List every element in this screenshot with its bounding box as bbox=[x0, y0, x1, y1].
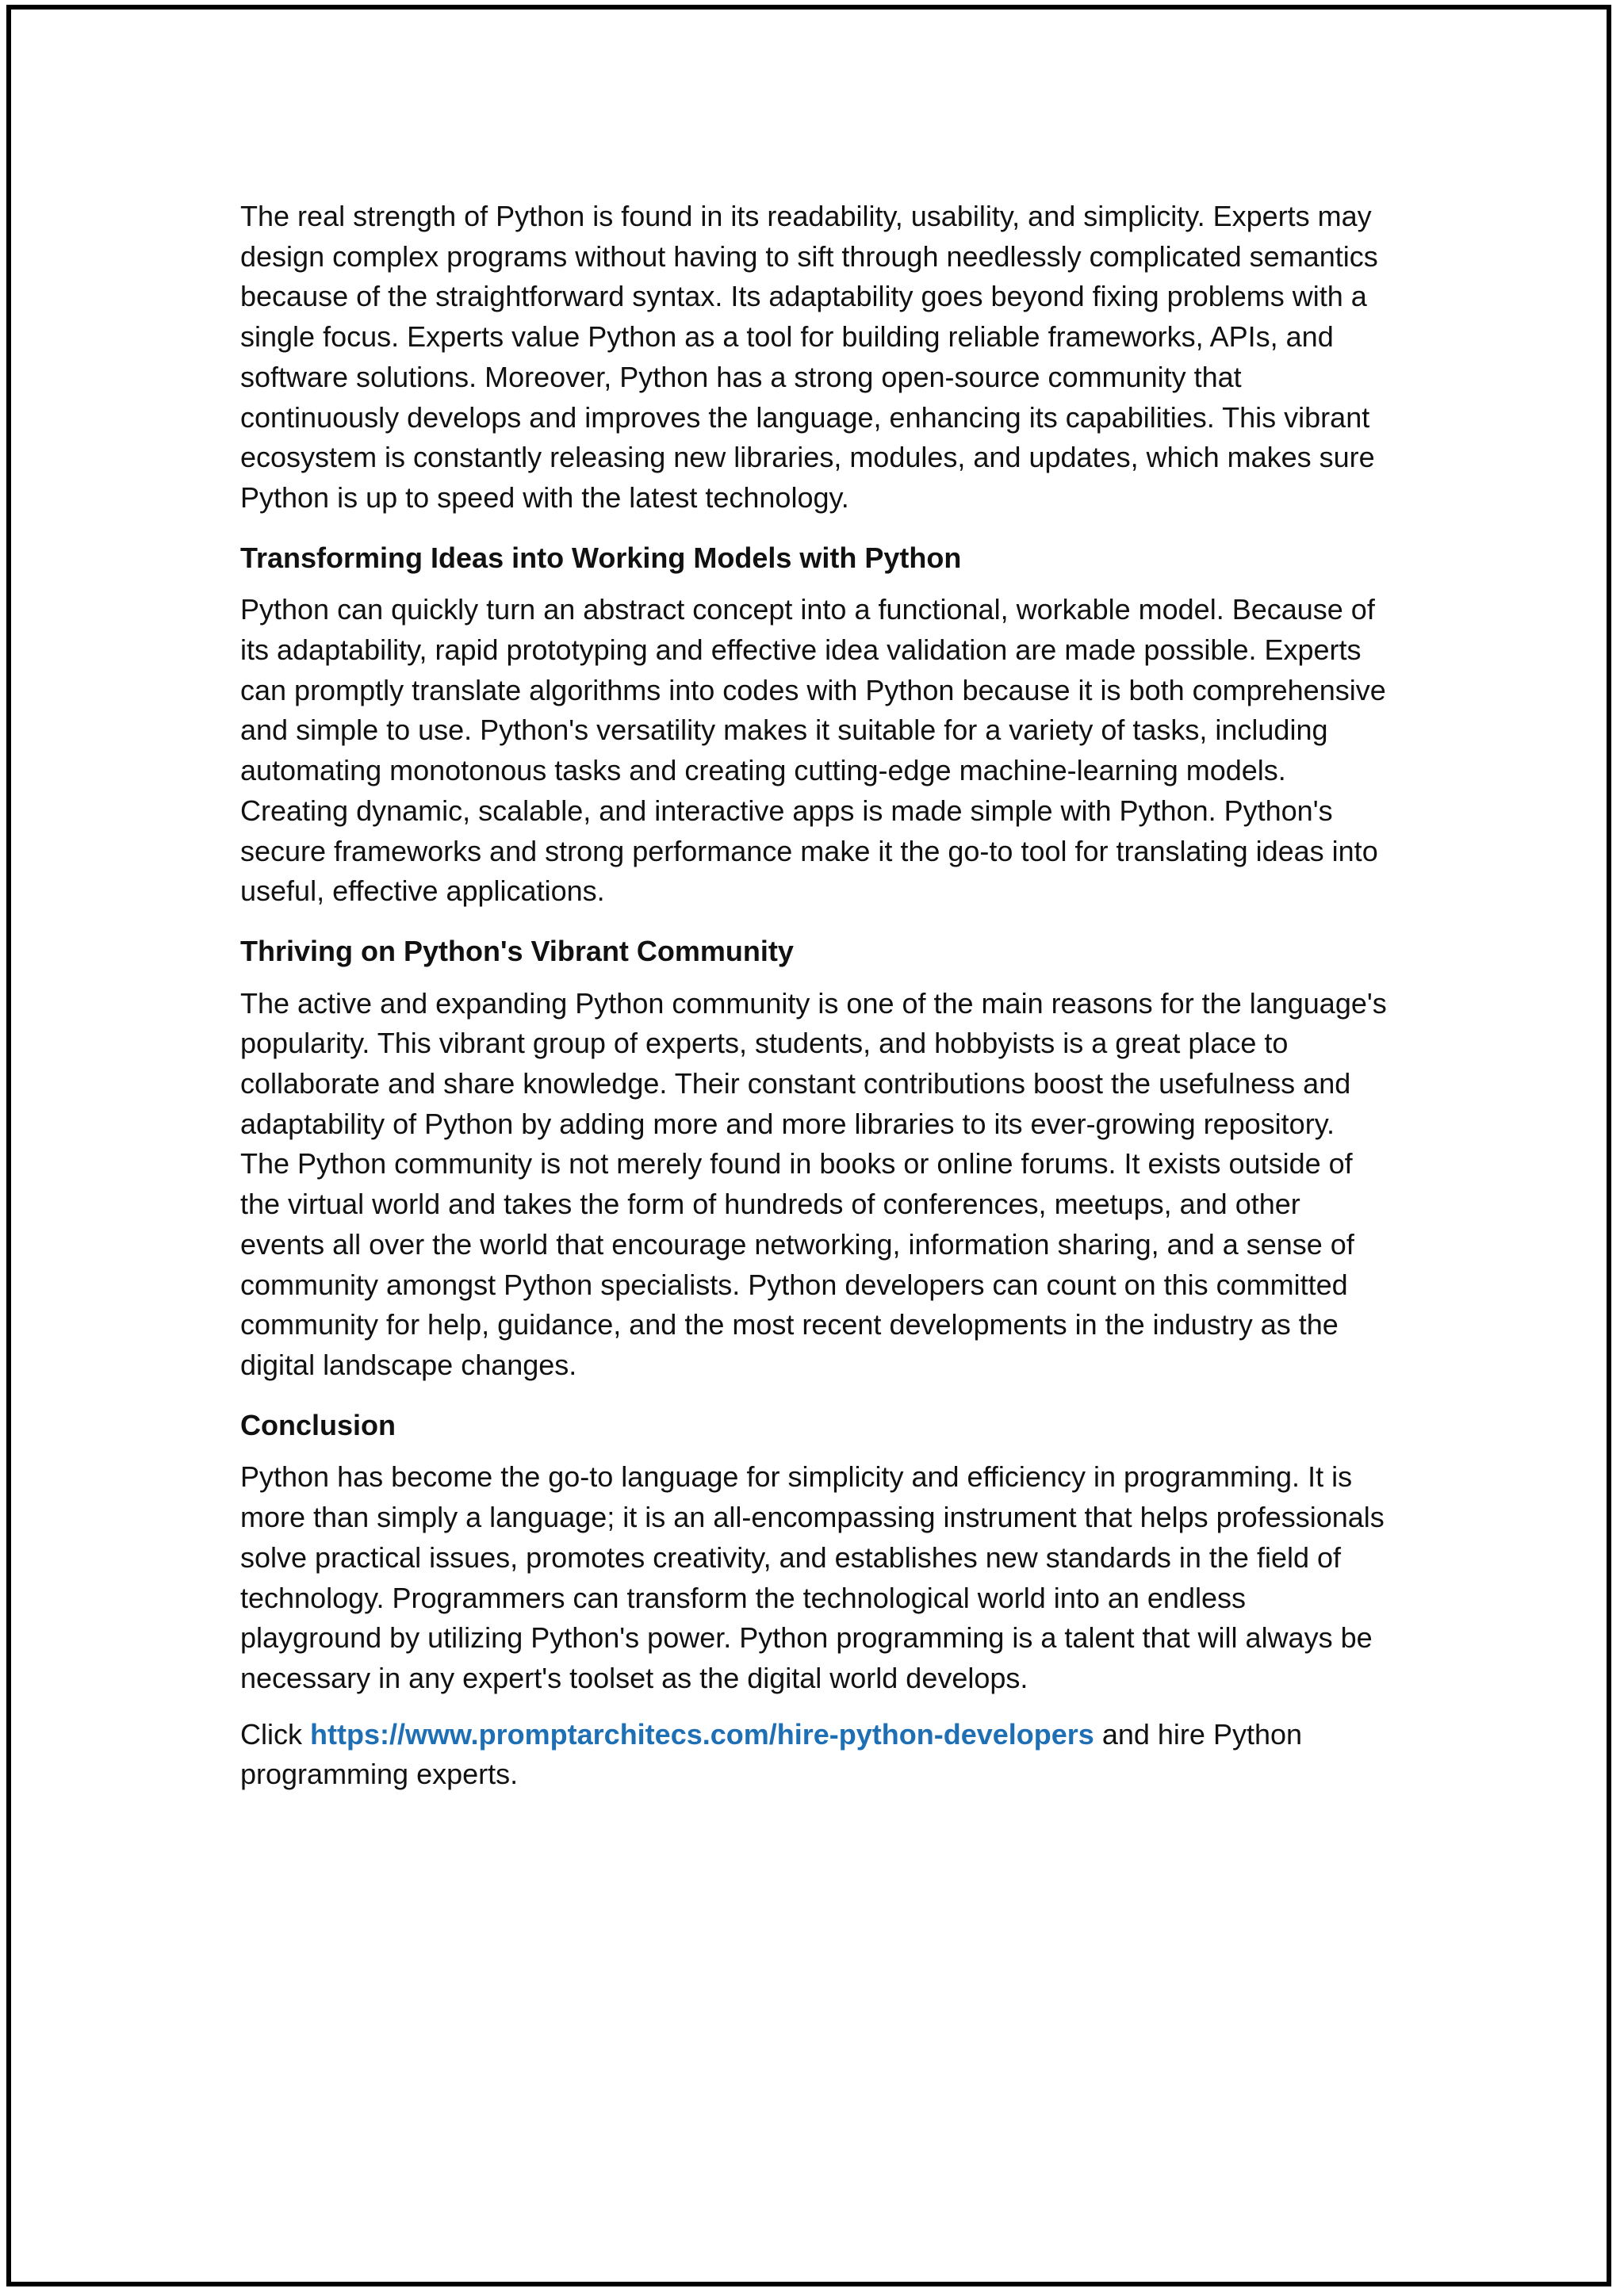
intro-paragraph: The real strength of Python is found in its readability, usability, and simplicity. Experts may design complex programs without having to sift through needlessly complicated semantics because of the straightforward syntax. Its adaptability goes beyond fixing problems with a single focus. Experts value Python as a tool for building reliable frameworks, APIs, and software solutions. Moreover, Python has a strong open-source community that continuously develops and improves the language, enhancing its capabilities. This vibrant ecosystem is constantly releasing new libraries, modules, and updates, which makes sure Python is up to speed with the latest technology. bbox=[240, 200, 1378, 514]
section-body-conclusion: Python has become the go-to language for simplicity and efficiency in programming. It is more than simply a language; it is an all-encompassing instrument that helps professionals solve practical issues, promotes creativity, and establishes new standards in the field of technology. Programmers can transform the technological world into an endless playground by utilizing Python's power. Python programming is a talent that will always be necessary in any expert's toolset as the digital world develops. bbox=[240, 1460, 1385, 1694]
section-heading-community: Thriving on Python's Vibrant Community bbox=[240, 934, 794, 967]
cta-paragraph bbox=[240, 1715, 1390, 1795]
section-body-community: The active and expanding Python community is one of the main reasons for the language's popularity. This vibrant group of experts, students, and hobbyists is a great place to collaborate and share knowledge. Their constant contributions boost the usefulness and adaptability of Python by adding more and more libraries to its ever-growing repository. The Python community is not merely found in books or online forums. It exists outside of the virtual world and takes the form of hundreds of conferences, meetups, and other events all over the world that encourage networking, information sharing, and a sense of community amongst Python specialists. Python developers can count on this committed community for help, guidance, and the most recent developments in the industry as the digital landscape changes. bbox=[240, 986, 1387, 1381]
section-body-working-models: Python can quickly turn an abstract concept into a functional, workable model. Because of its adaptability, rapid prototyping and effective idea validation are made possible. Experts can promptly translate algorithms into codes with Python because it is both comprehensive and simple to use. Python's versatility makes it suitable for a variety of tasks, including automating monotonous tasks and creating cutting-edge machine-learning models. Creating dynamic, scalable, and interactive apps is made simple with Python. Python's secure frameworks and strong performance make it the go-to tool for translating ideas into useful, effective applications. bbox=[240, 593, 1386, 908]
hire-python-developers-link[interactable]: https://www.promptarchitecs.com/hire-python-developers bbox=[310, 1717, 1094, 1751]
cta-suffix: and hire Python programming experts. bbox=[240, 1717, 1303, 1791]
cta-prefix: Click bbox=[240, 1717, 302, 1751]
section-heading-conclusion: Conclusion bbox=[240, 1408, 396, 1441]
document-content bbox=[240, 197, 1390, 1811]
section-heading-working-models: Transforming Ideas into Working Models with Python bbox=[240, 541, 962, 574]
